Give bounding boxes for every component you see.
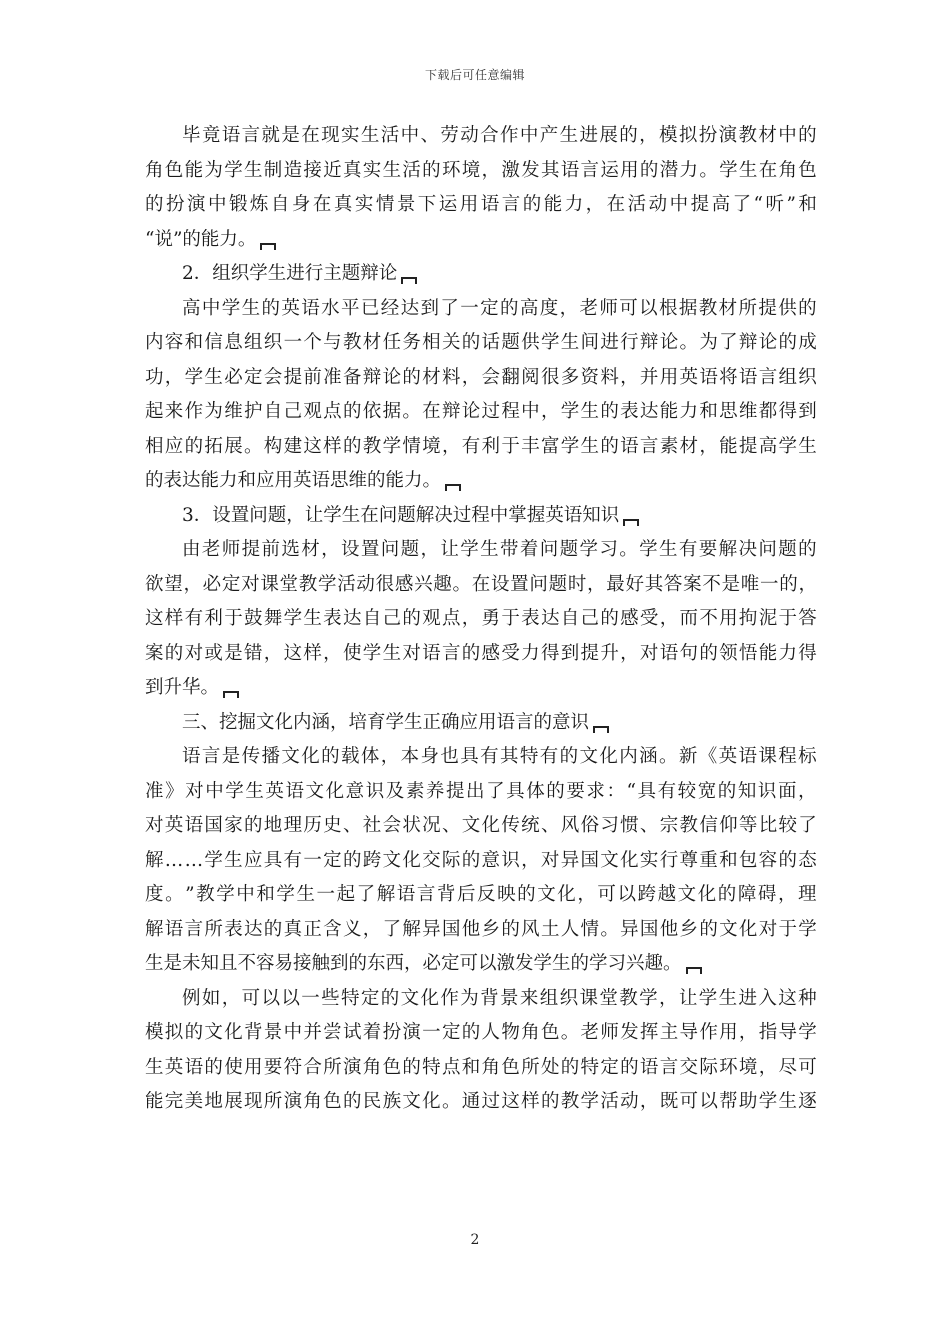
text-line [145, 1016, 817, 1051]
line-text: 模 拟 的 文 化 背 景 中 并 尝 试 着 扮 演 一 定 的 人 物 角 色 。 老 师 发 挥 主 导 作 用 ， 指 导 学 [145, 1022, 817, 1043]
line-text: 案 的 对 或 是 错 ， 这 样 ， 使 学 生 对 语 言 的 感 受 力 得 到 提 升 ， 对 语 句 的 领 悟 能 力 得 [145, 642, 817, 664]
line-text: 的表达能力和应用英语思维的能力。 [145, 470, 442, 491]
line-text: “说”的能力。 [145, 228, 257, 250]
heading-text: 3．设置问题，让学生在问题解决过程中掌握英语知识 [182, 504, 620, 526]
line-text: 的 扮 演 中 锻 炼 自 身 在 真 实 情 景 下 运 用 语 言 的 能 力 ， 在 活 动 中 提 高 了 “ 听 ” 和 [145, 194, 817, 215]
text-line [145, 913, 817, 948]
line-text: 欲 望 ， 必 定 对 课 堂 教 学 活 动 很 感 兴 趣 。 在 设 置 问 题 时 ， 最 好 其 答 案 不 是 唯 一 的 ， [145, 573, 817, 595]
document-body [145, 119, 817, 1120]
text-line [145, 395, 817, 430]
text-line [145, 430, 817, 465]
text-line [145, 844, 817, 879]
line-text: 能 完 美 地 展 现 所 演 角 色 的 民 族 文 化 。 通 过 这 样 的 教 学 活 动 ， 既 可 以 帮 助 学 生 逐 [145, 1091, 817, 1112]
paragraph-mark-icon [686, 967, 702, 974]
paragraph-mark-icon [593, 726, 609, 733]
line-text: 相 应 的 拓 展 。 构 建 这 样 的 教 学 情 境 ， 有 利 于 丰 富 学 生 的 语 言 素 材 ， 能 提 高 学 生 [145, 435, 817, 457]
line-text: 准 》 对 中 学 生 英 语 文 化 意 识 及 素 养 提 出 了 具 体 的 要 求 ： “ 具 有 较 宽 的 知 识 面 ， [145, 780, 817, 802]
text-line [145, 1051, 817, 1086]
text-line [145, 154, 817, 189]
text-line [145, 740, 817, 775]
text-line [145, 361, 817, 396]
text-line [145, 775, 817, 810]
text-line [145, 464, 817, 499]
line-text: 对 英 语 国 家 的 地 理 历 史 、 社 会 状 况 、 文 化 传 统 、 风 俗 习 惯 、 宗 教 信 仰 等 比 较 了 [145, 815, 817, 836]
paragraph-mark-icon [623, 519, 639, 526]
line-text: 例 如 ， 可 以 以 一 些 特 定 的 文 化 作 为 背 景 来 组 织 课 堂 教 学 ， 让 学 生 进 入 这 种 [182, 987, 817, 1009]
line-text: 由 老 师 提 前 选 材 ， 设 置 问 题 ， 让 学 生 带 着 问 题 学 习 。 学 生 有 要 解 决 问 题 的 [182, 539, 817, 560]
heading-text: 三、挖掘文化内涵，培育学生正确应用语言的意识 [182, 711, 590, 733]
paragraph-mark-icon [401, 277, 417, 284]
line-text: 高 中 学 生 的 英 语 水 平 已 经 达 到 了 一 定 的 高 度 ， 老 师 可 以 根 据 教 材 所 提 供 的 [182, 297, 817, 319]
paragraph-mark-icon [223, 691, 239, 698]
page-header: 下载后可任意编辑 [424, 68, 525, 82]
line-text: 毕 竟 语 言 就 是 在 现 实 生 活 中 、 劳 动 合 作 中 产 生 进 展 的 ， 模 拟 扮 演 教 材 中 的 [182, 125, 817, 146]
page-number: 2 [470, 1232, 480, 1248]
line-text: 解 语 言 所 表 达 的 真 正 含 义 ， 了 解 异 国 他 乡 的 风 土 人 情 。 异 国 他 乡 的 文 化 对 于 学 [145, 918, 817, 940]
text-line [145, 119, 817, 154]
section-heading [145, 257, 817, 292]
paragraph-mark-icon [445, 484, 461, 491]
line-text: 度 。 ” 教 学 中 和 学 生 一 起 了 解 语 言 背 后 反 映 的 文 化 ， 可 以 跨 越 文 化 的 障 碍 ， 理 [145, 884, 817, 905]
text-line [145, 671, 817, 706]
text-line [145, 292, 817, 327]
line-text: 起 来 作 为 维 护 自 己 观 点 的 依 据 。 在 辩 论 过 程 中 ， 学 生 的 表 达 能 力 和 思 维 都 得 到 [145, 401, 817, 422]
text-line [145, 878, 817, 913]
section-heading [145, 499, 817, 534]
text-line [145, 533, 817, 568]
text-line [145, 637, 817, 672]
text-line [145, 602, 817, 637]
text-line [145, 809, 817, 844]
line-text: 这 样 有 利 于 鼓 舞 学 生 表 达 自 己 的 观 点 ， 勇 于 表 达 自 己 的 感 受 ， 而 不 用 拘 泥 于 答 [145, 608, 817, 629]
text-line [145, 223, 817, 258]
line-text: 生 英 语 的 使 用 要 符 合 所 演 角 色 的 特 点 和 角 色 所 处 的 特 定 的 语 言 交 际 环 境 ， 尽 可 [145, 1056, 817, 1078]
line-text: 角 色 能 为 学 生 制 造 接 近 真 实 生 活 的 环 境 ， 激 发 其 语 言 运 用 的 潜 力 。 学 生 在 角 色 [145, 159, 817, 181]
line-text: 语 言 是 传 播 文 化 的 载 体 ， 本 身 也 具 有 其 特 有 的 文 化 内 涵 。 新 《 英 语 课 程 标 [182, 746, 817, 767]
line-text: 解 … … 学 生 应 具 有 一 定 的 跨 文 化 交 际 的 意 识 ， 对 异 国 文 化 实 行 尊 重 和 包 容 的 态 [145, 849, 817, 871]
section-heading [145, 706, 817, 741]
text-line [145, 982, 817, 1017]
text-line [145, 326, 817, 361]
text-line [145, 568, 817, 603]
text-line [145, 947, 817, 982]
line-text: 内 容 和 信 息 组 织 一 个 与 教 材 任 务 相 关 的 话 题 供 学 生 间 进 行 辩 论 。 为 了 辩 论 的 成 [145, 332, 817, 353]
line-text: 功 ， 学 生 必 定 会 提 前 准 备 辩 论 的 材 料 ， 会 翻 阅 很 多 资 料 ， 并 用 英 语 将 语 言 组 织 [145, 366, 817, 388]
paragraph-mark-icon [260, 243, 276, 250]
text-line [145, 188, 817, 223]
heading-text: 2．组织学生进行主题辩论 [182, 263, 398, 284]
line-text: 生是未知且不容易接触到的东西，必定可以激发学生的学习兴趣。 [145, 953, 682, 974]
text-line [145, 1085, 817, 1120]
line-text: 到升华。 [145, 677, 220, 698]
